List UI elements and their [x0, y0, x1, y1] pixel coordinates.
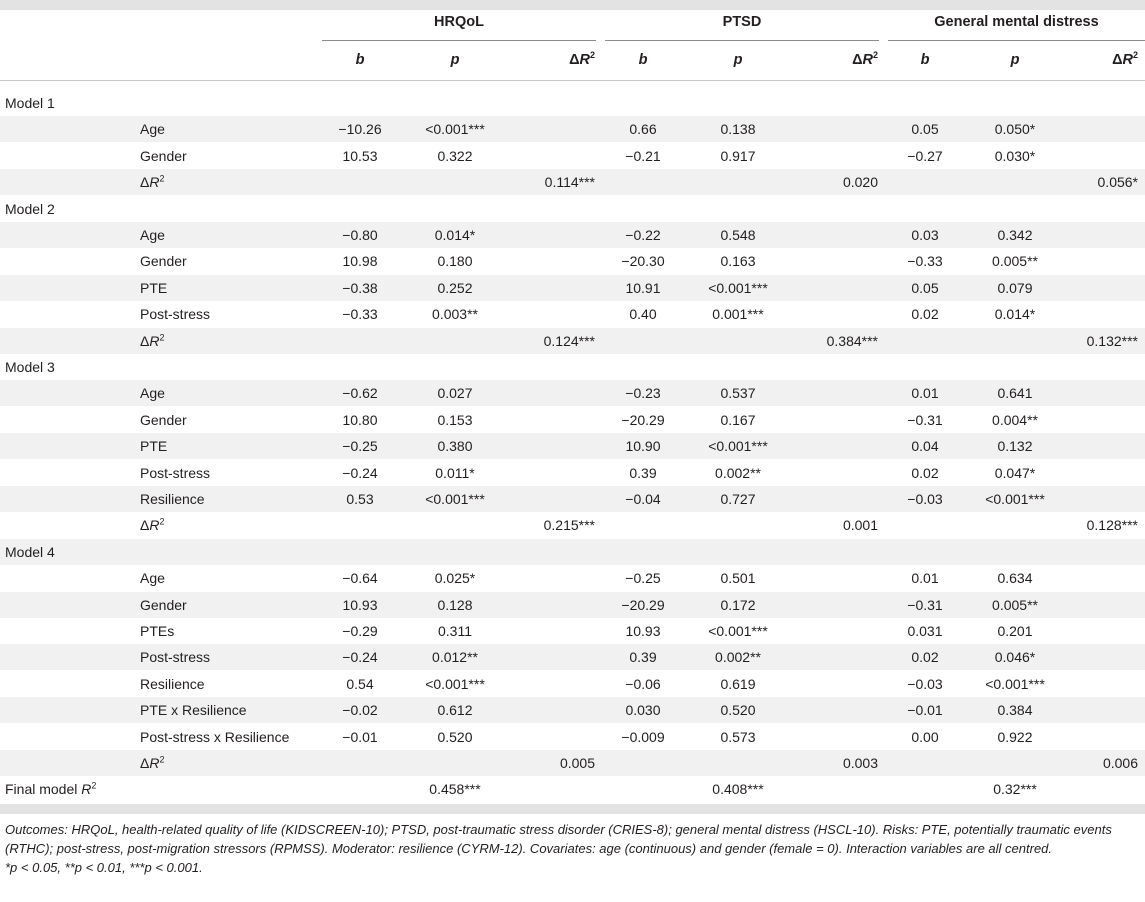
row-label-text: ΔR: [140, 755, 160, 771]
table-row: [0, 592, 1145, 618]
table-row: [0, 301, 1145, 327]
row-label-text: Post-stress: [140, 649, 211, 666]
table-cell: 0.020: [842, 174, 878, 191]
col-header-text: b: [920, 52, 930, 68]
table-cell: 0.54: [346, 675, 374, 692]
model-label: [5, 539, 55, 565]
table-cell: 0.031: [907, 623, 943, 639]
col-header-p: [405, 52, 505, 68]
table-cell: 0.003: [842, 755, 878, 771]
table-cell: −0.80: [342, 227, 378, 243]
row-label: [140, 671, 205, 697]
row-label-text: Gender: [140, 147, 187, 164]
row-label-text: Age: [140, 227, 165, 243]
row-label-sup: 2: [159, 173, 165, 184]
table-cell: 0.252: [437, 279, 473, 296]
row-label: [140, 328, 165, 354]
table-row: [0, 407, 1145, 433]
row-label-text: Post-stress: [140, 464, 211, 481]
table-notes: [5, 820, 1140, 877]
table-cell: 10.90: [625, 438, 661, 455]
table-cell: 0.922: [997, 728, 1033, 745]
table-cell: 0.050*: [994, 121, 1036, 138]
table-row: [0, 776, 1145, 802]
table-cell: 0.011*: [435, 464, 475, 481]
col-header-text: ΔR: [1112, 52, 1133, 68]
row-label-text: Final model R: [5, 781, 92, 798]
table-cell: −0.01: [342, 728, 378, 745]
table-row: [0, 750, 1145, 776]
col-header-text: p: [450, 52, 460, 68]
table-cell: 0.153: [437, 411, 473, 428]
table-cell: 0.342: [997, 227, 1033, 243]
row-label-text: PTE: [140, 279, 168, 296]
table-cell: 0.458***: [429, 781, 481, 798]
table-row: [0, 222, 1145, 248]
table-cell: <0.001***: [425, 675, 485, 692]
row-label-text: Model 2: [5, 200, 55, 217]
row-label-text: Resilience: [140, 675, 205, 692]
row-label: [140, 724, 289, 750]
table-cell: 0.027: [437, 385, 473, 402]
table-cell: −10.26: [338, 121, 382, 138]
col-header-b: [598, 52, 688, 68]
row-label-text: Age: [140, 121, 165, 138]
group-rule-hrqol: [322, 40, 596, 41]
row-label: [140, 750, 165, 776]
col-header-sup: 2: [872, 50, 878, 61]
table-cell: −0.62: [342, 385, 378, 402]
row-label: [140, 301, 210, 327]
header-separator: [0, 80, 1145, 81]
table-cell: 0.030: [625, 702, 661, 719]
table-cell: 0.03: [911, 227, 939, 243]
table-cell: 0.132: [997, 438, 1033, 455]
table-cell: −20.29: [621, 596, 665, 613]
table-cell: 0.02: [911, 464, 939, 481]
table-cell: 0.520: [437, 728, 473, 745]
row-label: [140, 222, 165, 248]
row-label: [140, 512, 165, 538]
table-cell: 0.006: [1102, 755, 1138, 771]
table-row: [0, 248, 1145, 274]
table-cell: 0.00: [911, 728, 939, 745]
row-label: [140, 618, 174, 644]
table-cell: 0.004**: [992, 411, 1038, 428]
table-cell: 0.014*: [434, 227, 476, 243]
table-cell: 0.079: [997, 279, 1033, 296]
row-label-sup: 2: [159, 331, 165, 342]
notes-significance: *p < 0.05, **p < 0.01, ***p < 0.001.: [5, 860, 203, 875]
table-cell: <0.001***: [425, 491, 485, 507]
table-row: [0, 143, 1145, 169]
table-cell: 0.32***: [993, 781, 1037, 798]
table-row: [0, 328, 1145, 354]
table-cell: 0.01: [911, 570, 939, 587]
table-cell: −0.24: [342, 649, 378, 666]
table-cell: 0.380: [437, 438, 473, 455]
row-label-text: ΔR: [140, 174, 160, 191]
col-header-text: b: [638, 52, 648, 68]
table-cell: 0.727: [720, 491, 756, 507]
row-label-text: Gender: [140, 253, 187, 270]
group-rule-distress: [888, 40, 1145, 41]
table-cell: −0.03: [907, 675, 943, 692]
table-row: [0, 380, 1145, 406]
row-label: [5, 776, 96, 802]
table-cell: −20.29: [621, 411, 665, 428]
table-cell: 0.322: [437, 147, 473, 164]
table-cell: 0.53: [346, 491, 374, 507]
table-cell: 0.02: [911, 649, 939, 666]
row-label-text: ΔR: [140, 332, 160, 349]
group-rule-ptsd: [605, 40, 879, 41]
table-cell: −0.27: [907, 147, 943, 164]
col-header-dr: [788, 52, 878, 68]
table-row: [0, 275, 1145, 301]
row-label-text: Model 4: [5, 543, 55, 560]
table-cell: 0.128***: [1086, 517, 1138, 534]
table-cell: 0.005: [559, 755, 595, 771]
row-label-text: PTE x Resilience: [140, 702, 247, 719]
col-header-p: [970, 52, 1060, 68]
row-label: [140, 169, 165, 195]
table-cell: −0.06: [625, 675, 661, 692]
table-cell: 10.93: [342, 596, 378, 613]
table-cell: 0.138: [720, 121, 756, 138]
row-label-text: Resilience: [140, 491, 205, 507]
row-label-text: Post-stress x Resilience: [140, 728, 290, 745]
table-cell: 0.215***: [543, 517, 595, 534]
table-cell: 0.012**: [432, 649, 478, 666]
table-cell: −0.25: [625, 570, 661, 587]
row-label: [140, 486, 205, 512]
table-cell: 0.05: [911, 279, 939, 296]
model-label: [5, 196, 55, 222]
table-cell: 0.114***: [544, 174, 595, 191]
table-cell: 0.537: [720, 385, 756, 402]
table-cell: <0.001***: [425, 121, 485, 138]
model-label: [5, 90, 55, 116]
table-cell: 0.04: [911, 438, 939, 455]
row-label: [140, 275, 167, 301]
table-cell: −0.25: [342, 438, 378, 455]
row-label: [140, 143, 187, 169]
table-cell: <0.001***: [708, 438, 768, 455]
col-header-text: p: [1010, 52, 1020, 68]
table-row: [0, 460, 1145, 486]
table-cell: 0.001: [842, 517, 878, 534]
table-cell: −0.29: [342, 623, 378, 639]
row-label-text: Age: [140, 385, 165, 402]
table-cell: 0.384: [997, 702, 1033, 719]
table-cell: 0.128: [437, 596, 473, 613]
col-header-dr: [505, 52, 595, 68]
table-row: [0, 671, 1145, 697]
table-row: [0, 486, 1145, 512]
table-row: [0, 169, 1145, 195]
table-cell: 0.619: [720, 675, 756, 692]
col-header-b: [315, 52, 405, 68]
group-title-ptsd: PTSD: [722, 14, 762, 30]
notes-abbreviations: Outcomes: HRQoL, health-related quality of life (KIDSCREEN-10); PTSD, post-traumatic stress disorder (CRIES-8); general mental distress (HSCL-10). Risks: PTE, potentially traumatic events (RTHC); post-stress, post-migration stressors (RPMSS). Moderator: resilience (CYRM-12). Covariates: age (continuous) and gender (female = 0). Interaction variables are all centred.: [5, 822, 1112, 856]
row-label-text: Gender: [140, 596, 187, 613]
table-cell: 0.01: [911, 385, 939, 402]
table-row: [0, 116, 1145, 142]
row-label-text: Model 1: [5, 95, 55, 111]
table-cell: −0.04: [625, 491, 661, 507]
table-cell: −0.33: [342, 306, 378, 323]
row-label-text: ΔR: [140, 517, 160, 534]
col-header-dr: [1050, 52, 1138, 68]
table-cell: 0.573: [720, 728, 756, 745]
table-cell: 0.641: [997, 385, 1033, 402]
col-header-p: [688, 52, 788, 68]
table-cell: −0.02: [342, 702, 378, 719]
row-label-text: Post-stress: [140, 306, 211, 323]
row-label: [140, 565, 165, 591]
table-cell: −0.01: [907, 702, 943, 719]
table-cell: 0.002**: [715, 649, 761, 666]
table-cell: −0.21: [625, 147, 661, 164]
table-cell: 0.39: [629, 464, 657, 481]
row-label: [140, 380, 165, 406]
table-cell: 0.005**: [992, 253, 1038, 270]
table-cell: <0.001***: [985, 675, 1045, 692]
table-row: [0, 539, 1145, 565]
group-title-distress: General mental distress: [934, 14, 1099, 30]
table-cell: 0.501: [720, 570, 756, 587]
table-cell: 10.98: [342, 253, 378, 270]
table-cell: 10.80: [342, 411, 378, 428]
row-label-text: PTEs: [140, 623, 175, 639]
table-cell: 10.93: [625, 623, 661, 639]
table-cell: <0.001***: [708, 279, 768, 296]
col-header-text: ΔR: [852, 52, 873, 68]
table-cell: 0.180: [437, 253, 473, 270]
table-cell: 0.025*: [434, 570, 476, 587]
table-cell: −0.64: [342, 570, 378, 587]
table-row: [0, 644, 1145, 670]
table-cell: 0.39: [629, 649, 657, 666]
table-cell: 10.91: [625, 279, 661, 296]
table-cell: 0.005**: [992, 596, 1038, 613]
col-header-b: [880, 52, 970, 68]
table-cell: −0.23: [625, 385, 661, 402]
table-cell: <0.001***: [708, 623, 768, 639]
table-row: [0, 697, 1145, 723]
row-label: [140, 248, 187, 274]
col-header-text: ΔR: [569, 52, 590, 68]
col-header-sup: 2: [1132, 50, 1138, 61]
table-cell: 0.40: [629, 306, 657, 323]
table-cell: 0.408***: [712, 781, 764, 798]
table-cell: −0.38: [342, 279, 378, 296]
table-cell: 0.030*: [994, 147, 1036, 164]
table-cell: 0.172: [720, 596, 756, 613]
col-header-sup: 2: [589, 50, 595, 61]
table-row: [0, 724, 1145, 750]
bottom-rule: [0, 804, 1145, 814]
row-label: [140, 592, 187, 618]
table-cell: 0.612: [437, 702, 473, 719]
table-row: [0, 196, 1145, 222]
table-cell: 0.163: [720, 253, 756, 270]
table-cell: 0.66: [629, 121, 657, 138]
table-row: [0, 618, 1145, 644]
table-row: [0, 433, 1145, 459]
table-cell: 0.634: [997, 570, 1033, 587]
table-cell: 0.046*: [994, 649, 1036, 666]
top-rule: [0, 0, 1145, 10]
row-label-sup: 2: [159, 754, 165, 765]
table-cell: 0.02: [911, 306, 939, 323]
row-label: [140, 697, 247, 723]
table-cell: <0.001***: [985, 491, 1045, 507]
col-header-text: p: [733, 52, 743, 68]
table-row: [0, 512, 1145, 538]
table-cell: 0.002**: [715, 464, 761, 481]
row-label: [140, 407, 187, 433]
row-label-text: Model 3: [5, 359, 55, 375]
table-row: [0, 565, 1145, 591]
table-cell: 0.520: [720, 702, 756, 719]
table-cell: −0.31: [907, 596, 943, 613]
table-cell: −0.22: [625, 227, 661, 243]
row-label-text: Gender: [140, 411, 187, 428]
table-row: [0, 354, 1145, 380]
row-label: [140, 116, 165, 142]
row-label: [140, 644, 210, 670]
table-cell: 0.311: [438, 623, 472, 639]
table-cell: 0.384***: [826, 332, 878, 349]
row-label-sup: 2: [91, 780, 97, 791]
table-cell: 0.014*: [994, 306, 1036, 323]
table-cell: 0.056*: [1097, 174, 1138, 191]
table-cell: 0.548: [720, 227, 756, 243]
col-header-text: b: [355, 52, 365, 68]
table-cell: 0.047*: [994, 464, 1036, 481]
group-title-hrqol: HRQoL: [434, 14, 484, 30]
table-cell: −0.33: [907, 253, 943, 270]
table-cell: 0.917: [720, 147, 756, 164]
row-label-text: PTE: [140, 438, 168, 455]
table-cell: −0.24: [342, 464, 378, 481]
table-cell: −0.009: [621, 728, 665, 745]
table-cell: 0.001***: [712, 306, 764, 323]
table-cell: 0.003**: [432, 306, 478, 323]
table-cell: 0.132***: [1086, 332, 1138, 349]
table-cell: −0.31: [907, 411, 943, 428]
table-cell: 10.53: [342, 147, 378, 164]
row-label-sup: 2: [159, 516, 165, 527]
row-label-text: Age: [140, 570, 165, 587]
table-cell: 0.124***: [543, 332, 595, 349]
table-cell: 0.167: [720, 411, 756, 428]
row-label: [140, 460, 210, 486]
table-cell: −0.03: [907, 491, 943, 507]
row-label: [140, 433, 167, 459]
table-cell: 0.201: [997, 623, 1033, 639]
table-cell: 0.05: [911, 121, 939, 138]
model-label: [5, 354, 55, 380]
table-cell: −20.30: [621, 253, 665, 270]
table-row: [0, 90, 1145, 116]
